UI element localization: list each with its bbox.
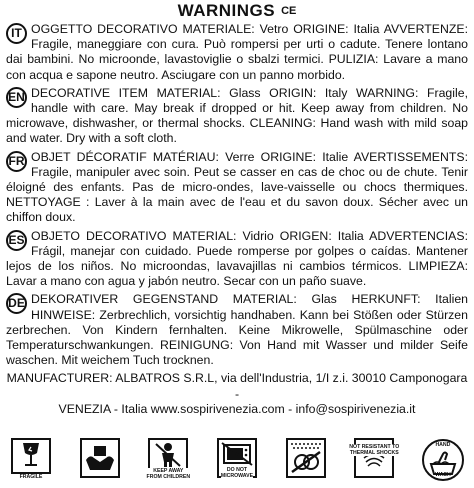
lang-badge-es: ES <box>6 230 27 251</box>
hand-wash-caption-1: HAND <box>435 442 451 448</box>
keep-away-from-children-icon <box>145 438 191 484</box>
manufacturer-info <box>6 371 468 418</box>
keep-away-caption-1: KEEP AWAY <box>153 468 184 474</box>
lang-block-es <box>6 229 468 290</box>
hand-wash-icon <box>420 438 466 484</box>
manufacturer-line-1: MANUFACTURER: ALBATROS S.R.L, via dell'Industria, 1/I z.i. 30010 Camponogara - <box>6 371 468 401</box>
no-microwave-icon <box>214 438 260 484</box>
lang-badge-de: DE <box>6 293 27 314</box>
lang-text-de: DEKORATIVER GEGENSTAND MATERIAL: Glas HERKUNFT: Italien HINWEISE: Zerbrechlich, vorsichtig handhaben. Kann bei Stößen oder Stürzen zerbrechen. Von Kindern fernhalten. Keine Mikrowelle, Spülmaschine oder Temperaturschwankungen. REINIGUNG: Von Hand mit Wasser und milder Seife waschen. Mit weichem Tuch trocknen. <box>6 292 468 368</box>
fragile-icon <box>8 438 54 484</box>
lang-text-it: OGGETTO DECORATIVO MATERIALE: Vetro ORIGINE: Italia AVVERTENZE: Fragile, maneggiare con cura. Può rompersi per urti o cadute. Tenere lontano dai bambini. No microonde, lavastoviglie o sbalzi termici. PULIZIA: Lavare a mano con acqua e sapone neutro. Asciugare con un panno morbido. <box>6 22 468 82</box>
thermal-shock-caption-2: THERMAL SHOCKS <box>349 450 399 456</box>
title-row <box>6 0 468 22</box>
no-dishwasher-icon <box>283 438 329 484</box>
lang-block-en <box>6 86 468 147</box>
lang-block-de <box>6 292 468 368</box>
warning-icons-row <box>8 436 466 484</box>
ce-mark: CE <box>281 5 297 17</box>
lang-badge-it: IT <box>6 23 27 44</box>
lang-block-fr <box>6 150 468 226</box>
lang-block-it <box>6 22 468 83</box>
keep-away-caption-2: FROM CHILDREN <box>146 474 191 480</box>
lang-text-fr: OBJET DÉCORATIF MATÉRIAU: Verre ORIGINE: Italie AVERTISSEMENTS: Fragile, manipuler avec soin. Peut se casser en cas de choc ou de chute. Tenir éloigné des enfants. Pas de micro-ondes, lave-vaisselle ou chocs thermiques. NETTOYAGE : Laver à la main avec de l'eau et du savon doux. Sécher avec un chiffon doux. <box>6 149 468 225</box>
lang-badge-en: EN <box>6 87 27 108</box>
hand-wash-caption-2: WASH <box>435 472 451 478</box>
lang-text-en: DECORATIVE ITEM MATERIAL: Glass ORIGIN: Italy WARNING: Fragile, handle with care. May break if dropped or hit. Keep away from children. No microwave, dishwasher, or thermal shocks. CLEANING: Hand wash with mild soap and water. Dry with a soft cloth. <box>6 85 468 146</box>
handle-with-care-icon <box>77 438 123 484</box>
thermal-shock-caption-1: NOT RESISTANT TO <box>349 444 400 450</box>
lang-text-es: OBJETO DECORATIVO MATERIAL: Vidrio ORIGEN: Italia ADVERTENCIAS: Frágil, manejar con cuidado. Puede romperse por golpes o caídas. Mantener lejos de los niños. No microondas, lavavajillas ni cambios térmicos. LIMPIEZA: Lavar a mano con agua y jabón neutro. Secar con un paño suave. <box>6 228 468 289</box>
no-microwave-caption-1: DO NOT <box>226 467 248 473</box>
no-microwave-caption-2: MICROWAVE <box>220 473 254 479</box>
lang-badge-fr: FR <box>6 151 27 172</box>
page-title: WARNINGS <box>177 1 276 20</box>
no-thermal-shock-icon <box>349 438 400 484</box>
fragile-caption: FRAGILE <box>19 474 43 480</box>
manufacturer-line-2: VENEZIA - Italia www.sospirivenezia.com - info@sospirivenezia.it <box>58 402 416 417</box>
